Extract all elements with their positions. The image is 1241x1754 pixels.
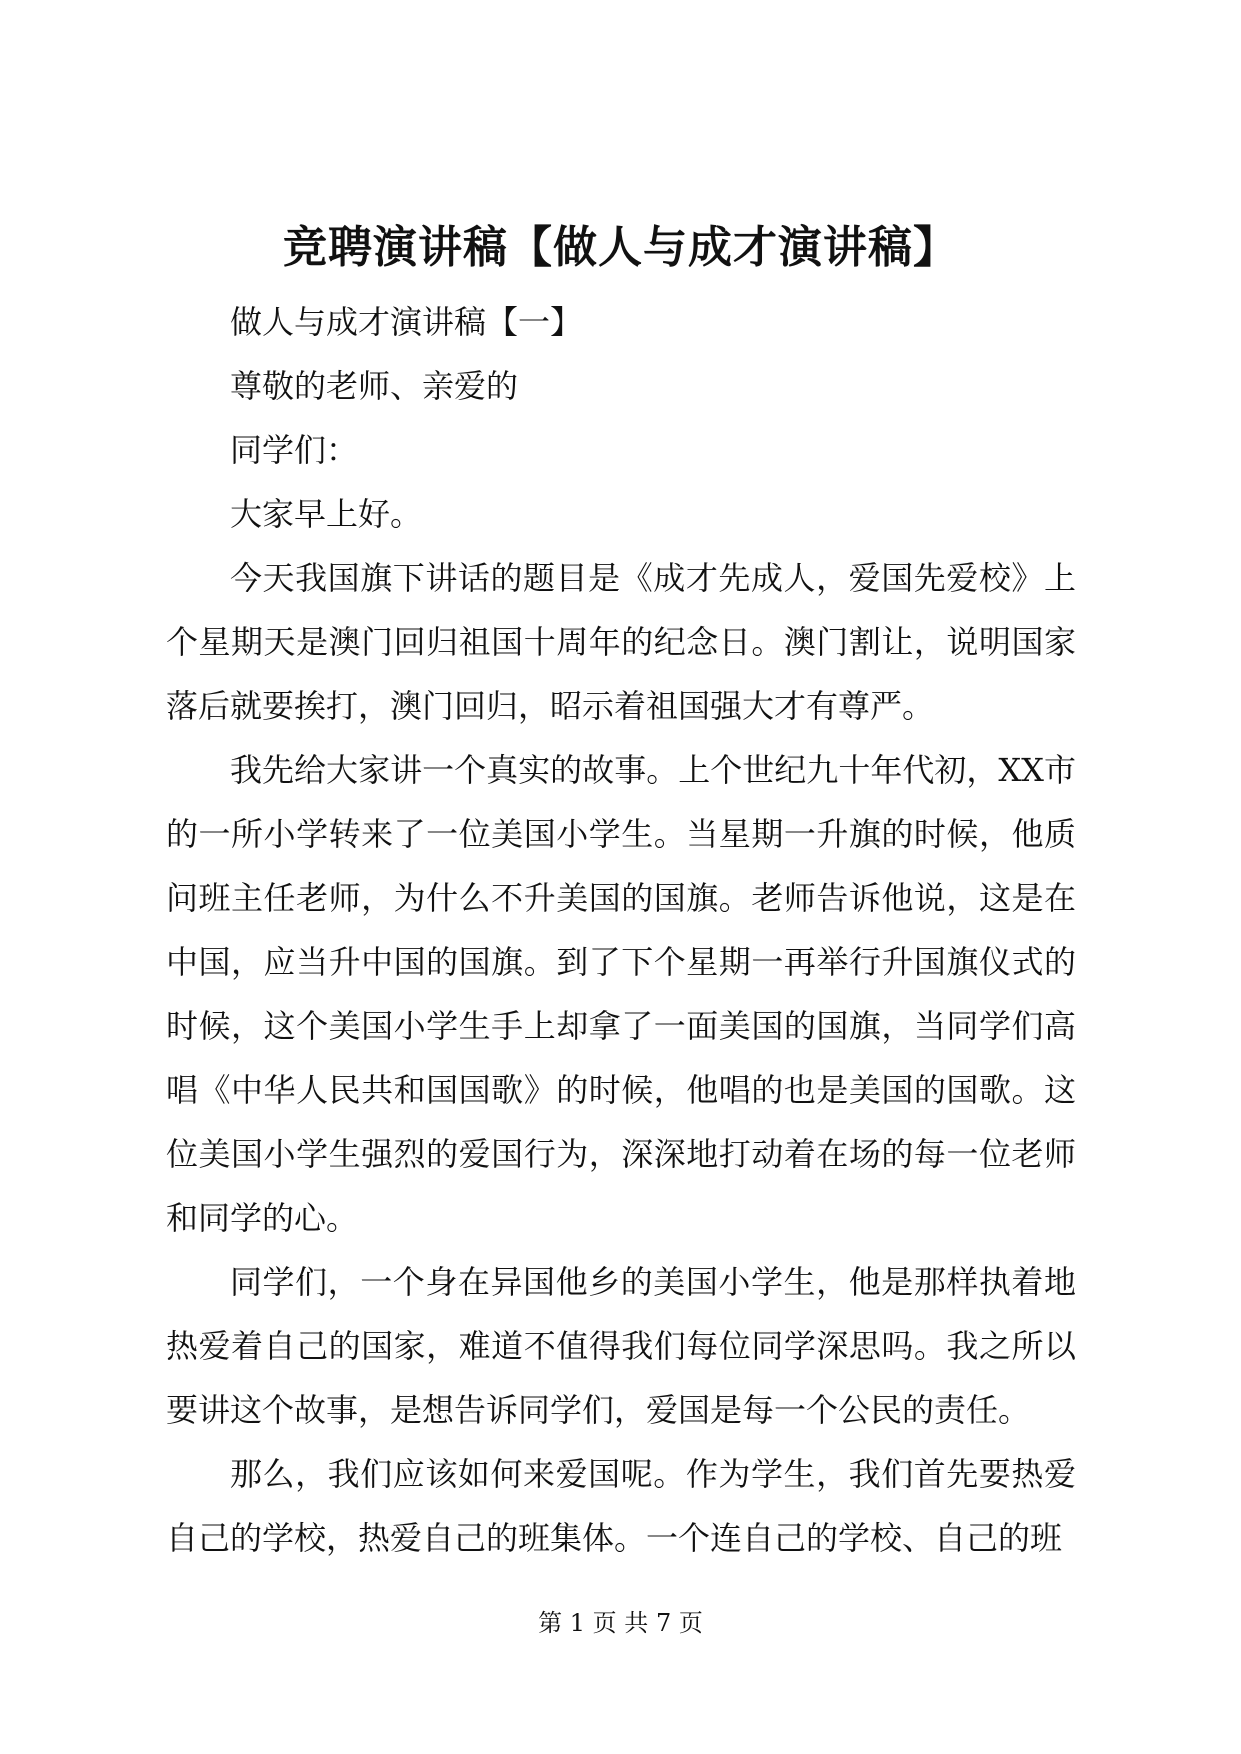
document-title: 竞聘演讲稿【做人与成才演讲稿】 bbox=[283, 222, 958, 273]
paragraph-story: 我先给大家讲一个真实的故事。上个世纪九十年代初，XX市的一所小学转来了一位美国小学生。当星期一升旗的时候，他质问班主任老师，为什么不升美国的国旗。老师告诉他说，这是在中国，应当升中国的国旗。到了下个星期一再举行升国旗仪式的时候，这个美国小学生手上却拿了一面美国的国旗，当同学们高唱《中华人民共和国国歌》的时候，他唱的也是美国的国歌。这位美国小学生强烈的爱国行为，深深地打动着在场的每一位老师和同学的心。 bbox=[166, 751, 1076, 1237]
paragraph-subtitle: 做人与成才演讲稿【一】 bbox=[230, 303, 583, 341]
paragraph-greeting: 大家早上好。 bbox=[230, 495, 423, 533]
paragraph-salutation-1: 尊敬的老师、亲爱的 bbox=[230, 367, 519, 405]
paragraph-topic: 今天我国旗下讲话的题目是《成才先成人，爱国先爱校》上个星期天是澳门回归祖国十周年的纪念日。澳门割让，说明国家落后就要挨打，澳门回归，昭示着祖国强大才有尊严。 bbox=[166, 559, 1076, 725]
page-footer: 第 1 页 共 7 页 bbox=[538, 1609, 703, 1637]
document-body bbox=[166, 290, 1076, 1570]
paragraph-how-to-love: 那么，我们应该如何来爱国呢。作为学生，我们首先要热爱自己的学校，热爱自己的班集体。一个连自己的学校、自己的班 bbox=[166, 1455, 1076, 1557]
paragraph-reflection: 同学们，一个身在异国他乡的美国小学生，他是那样执着地热爱着自己的国家，难道不值得我们每位同学深思吗。我之所以要讲这个故事，是想告诉同学们，爱国是每一个公民的责任。 bbox=[166, 1263, 1076, 1429]
paragraph-salutation-2: 同学们： bbox=[230, 431, 359, 469]
